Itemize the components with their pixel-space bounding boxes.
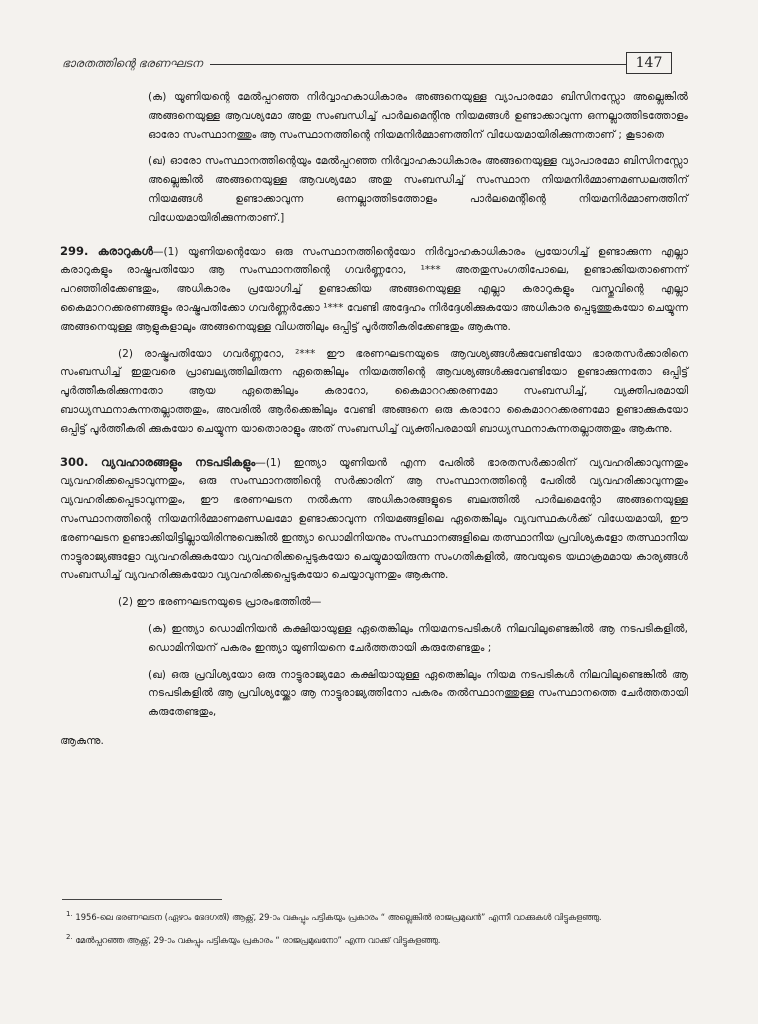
section-300-clause-2-ka: (ക) ഇന്ത്യാ ഡൊമിനിയൻ കക്ഷിയായുള്ള ഏതെങ്കിലും നിയമനടപടികൾ നിലവിലുണ്ടെങ്കിൽ ആ നടപടികളിൽ, ഡൊമിനിയന് പകരം ഇന്ത്യാ യൂണിയനെ ചേർത്തതായി കരുതേണ്ടതും ; [148,622,688,654]
clause-ka: (ക) യൂണിയന്റെ മേൽപ്പറഞ്ഞ നിർവ്വാഹകാധികാരം അങ്ങനെയുള്ള വ്യാപാരമോ ബിസിനസ്സോ അല്ലെങ്കിൽ അങ്ങനെയുള്ള ആവശ്യമോ അതു സംബന്ധിച്ച് പാർലമെന്റിനു നിയമങ്ങൾ ഉണ്ടാക്കാവുന്ന ഒന്നല്ലാത്തിടത്തോളം ഓരോ സംസ്ഥാനത്തും ആ സംസ്ഥാനത്തിന്റെ നിയമനിർമ്മാണത്തിന് വിധേയമായിരിക്കുന്നതാണ് ; കൂടാതെ [148,91,688,141]
footnote-rule [62,899,222,900]
closing-text: ആകുന്നു. [60,734,104,747]
section-heading: കരാറുകൾ [97,243,153,258]
running-header-title: ഭാരതത്തിന്റെ ഭരണഘടന [62,56,203,70]
section-number: 300. [60,454,89,469]
footnote [60,929,690,948]
section-300 [60,453,688,586]
footnotes [60,906,690,952]
section-heading: വ്യവഹാരങ്ങളും നടപടികളും [101,454,256,469]
clause-kha: (ഖ) ഓരോ സംസ്ഥാനത്തിന്റെയും മേൽപ്പറഞ്ഞ നിർവ്വാഹകാധികാരം അങ്ങനെയുള്ള വ്യാപാരമോ ബിസിനസ്സോ അല്ലെങ്കിൽ അങ്ങനെയുള്ള ആവശ്യമോ അതു സംബന്ധിച്ച് സംസ്ഥാന നിയമനിർമ്മാണമണ്ഡലത്തിന് നിയമങ്ങൾ ഉണ്ടാക്കാവുന്ന ഒന്നല്ലാത്തിടത്തോളം പാർലമെന്റിന്റെ നിയമനിർമ്മാണത്തിന് വിധേയമായിരിക്കുന്നതാണ്.] [148,155,688,224]
header-rule [210,64,626,65]
footnote-text: മേൽപ്പറഞ്ഞ ആക്റ്റ്, 29-ാം വകുപ്പും പട്ടികയും പ്രകാരം “ രാജപ്രമുഖനോ” എന്ന വാക്ക് വിട്ടുകളഞ്ഞു. [75,934,441,945]
section-300-clause-2: (2) ഈ ഭരണഘടനയുടെ പ്രാരംഭത്തിൽ— [118,596,322,609]
section-299 [60,242,688,337]
footnote-mark: 1. [66,910,73,918]
section-299-clause-2: (2) രാഷ്ട്രപതിയോ ഗവർണ്ണറോ, ²*** ഈ ഭരണഘടനയുടെ ആവശ്യങ്ങൾക്കുവേണ്ടിയോ ഭാരതസർക്കാരിനെ സംബന്ധിച്ച് ഇതുവരെ പ്രാബല്യത്തിലിരുന്ന ഏതെങ്കിലും നിയമത്തിന്റെ ആവശ്യങ്ങൾക്കുവേണ്ടിയോ ഉണ്ടാക്കുന്നതോ ഒപ്പിട്ട് പൂർത്തീകരിക്കുന്നതോ ആയ ഏതെങ്കിലും കരാറോ, കൈമാററക്കരണമോ സംബന്ധിച്ച്, വ്യക്തിപരമായി ബാധ്യസ്ഥനാകുന്നതല്ലാത്തതും, അവരിൽ ആർക്കെങ്കിലും വേണ്ടി അങ്ങനെ ഒരു കരാറോ കൈമാററക്കരണമോ ഉണ്ടാക്കുകയോ ഒപ്പിട്ട് പൂർത്തീകരി ക്കുകയോ ചെയ്യുന്ന യാതൊരാളും അത് സംബന്ധിച്ച് വ്യക്തിപരമായി ബാധ്യസ്ഥനാകുന്നതല്ലാത്തതും ആകുന്നു. [60,347,688,435]
section-text: —(1) യൂണിയന്റെയോ ഒരു സംസ്ഥാനത്തിന്റെയോ നിർവ്വാഹകാധികാരം പ്രയോഗിച്ച് ഉണ്ടാക്കുന്ന എല്ലാ കരാറുകളും രാഷ്ട്രപതിയോ ആ സംസ്ഥാനത്തിന്റെ ഗവർണ്ണറോ, ¹*** അതതുസംഗതിപോലെ, ഉണ്ടാക്കിയതാണെന്ന് പറഞ്ഞിരിക്കേണ്ടതും, അധികാരം പ്രയോഗിച്ച് ഉണ്ടാക്കിയ അങ്ങനെയുള്ള എല്ലാ കരാറുകളും വസ്തുവിന്റെ എല്ലാ കൈമാററക്കരണങ്ങളും രാഷ്ട്രപതിക്കോ ഗവർണ്ണർക്കോ ¹*** വേണ്ടി അദ്ദേഹം നിർദ്ദേശിക്കുകയോ അധികാര പ്പെടുത്തുകയോ ചെയ്യുന്ന അങ്ങനെയുള്ള ആളുകളാലും അങ്ങനെയുള്ള വിധത്തിലും ഒപ്പിട്ട് പൂർത്തീകരിക്കേണ്ടതും ആകുന്നു. [60,245,688,333]
section-number: 299. [60,243,89,258]
footnote-text: 1956-ലെ ഭരണഘടന (ഏഴാം ഭേദഗതി) ആക്റ്റ്, 29-ാം വകുപ്പും പട്ടികയും പ്രകാരം “ അല്ലെങ്കിൽ രാജപ്രമുഖൻ” എന്നീ വാക്കുകൾ വിട്ടുകളഞ്ഞു. [75,911,602,922]
page-body [60,88,688,759]
section-300-clause-2-kha: (ഖ) ഒരു പ്രവിശ്യയോ ഒരു നാട്ടുരാജ്യമോ കക്ഷിയായുള്ള ഏതെങ്കിലും നിയമ നടപടികൾ നിലവിലുണ്ടെങ്കിൽ ആ നടപടികളിൽ ആ പ്രവിശ്യയ്ക്കോ ആ നാട്ടുരാജ്യത്തിനോ പകരം തൽസ്ഥാനത്തുള്ള സംസ്ഥാനത്തെ ചേർത്തതായി കരുതേണ്ടതും, [148,668,688,719]
page-number: 147 [626,52,672,74]
section-text: —(1) ഇന്ത്യാ യൂണിയൻ എന്ന പേരിൽ ഭാരതസർക്കാരിന് വ്യവഹരിക്കാവുന്നതും വ്യവഹരിക്കപ്പെടാവുന്നതും, ഒരു സംസ്ഥാനത്തിന്റെ സർക്കാരിന് ആ സംസ്ഥാനത്തിന്റെ പേരിൽ വ്യവഹരിക്കാവുന്നതും വ്യവഹരിക്കപ്പെടാവുന്നതും, ഈ ഭരണഘടന നൽകുന്ന അധികാരങ്ങളുടെ ബലത്തിൽ പാർലമെന്റോ അങ്ങനെയുള്ള സംസ്ഥാനത്തിന്റെ നിയമനിർമ്മാണമണ്ഡലമോ ഉണ്ടാക്കാവുന്ന നിയമങ്ങളിലെ ഏതെങ്കിലും വ്യവസ്ഥകൾക്ക് വിധേയമായി, ഈ ഭരണഘടന ഉണ്ടാക്കിയിട്ടില്ലായിരിന്നുവെങ്കിൽ ഇന്ത്യാ ഡൊമിനിയനും സംസ്ഥാനങ്ങളിലെ തത്സ്ഥാനീയ പ്രവിശ്യകളോ തത്സ്ഥാനീയ നാട്ടുരാജ്യങ്ങളോ വ്യവഹരിക്കുകയോ വ്യവഹരിക്കപ്പെടുകയോ ചെയ്യുമായിരുന്ന സംഗതികളിൽ, അവയുടെ യഥാക്രമമായ കാര്യങ്ങൾ സംബന്ധിച്ച് വ്യവഹരിക്കുകയോ വ്യവഹരിക്കപ്പെടുകയോ ചെയ്യാവുന്നതും ആകുന്നു. [60,456,689,582]
footnote [60,906,690,925]
footnote-mark: 2. [66,932,73,941]
